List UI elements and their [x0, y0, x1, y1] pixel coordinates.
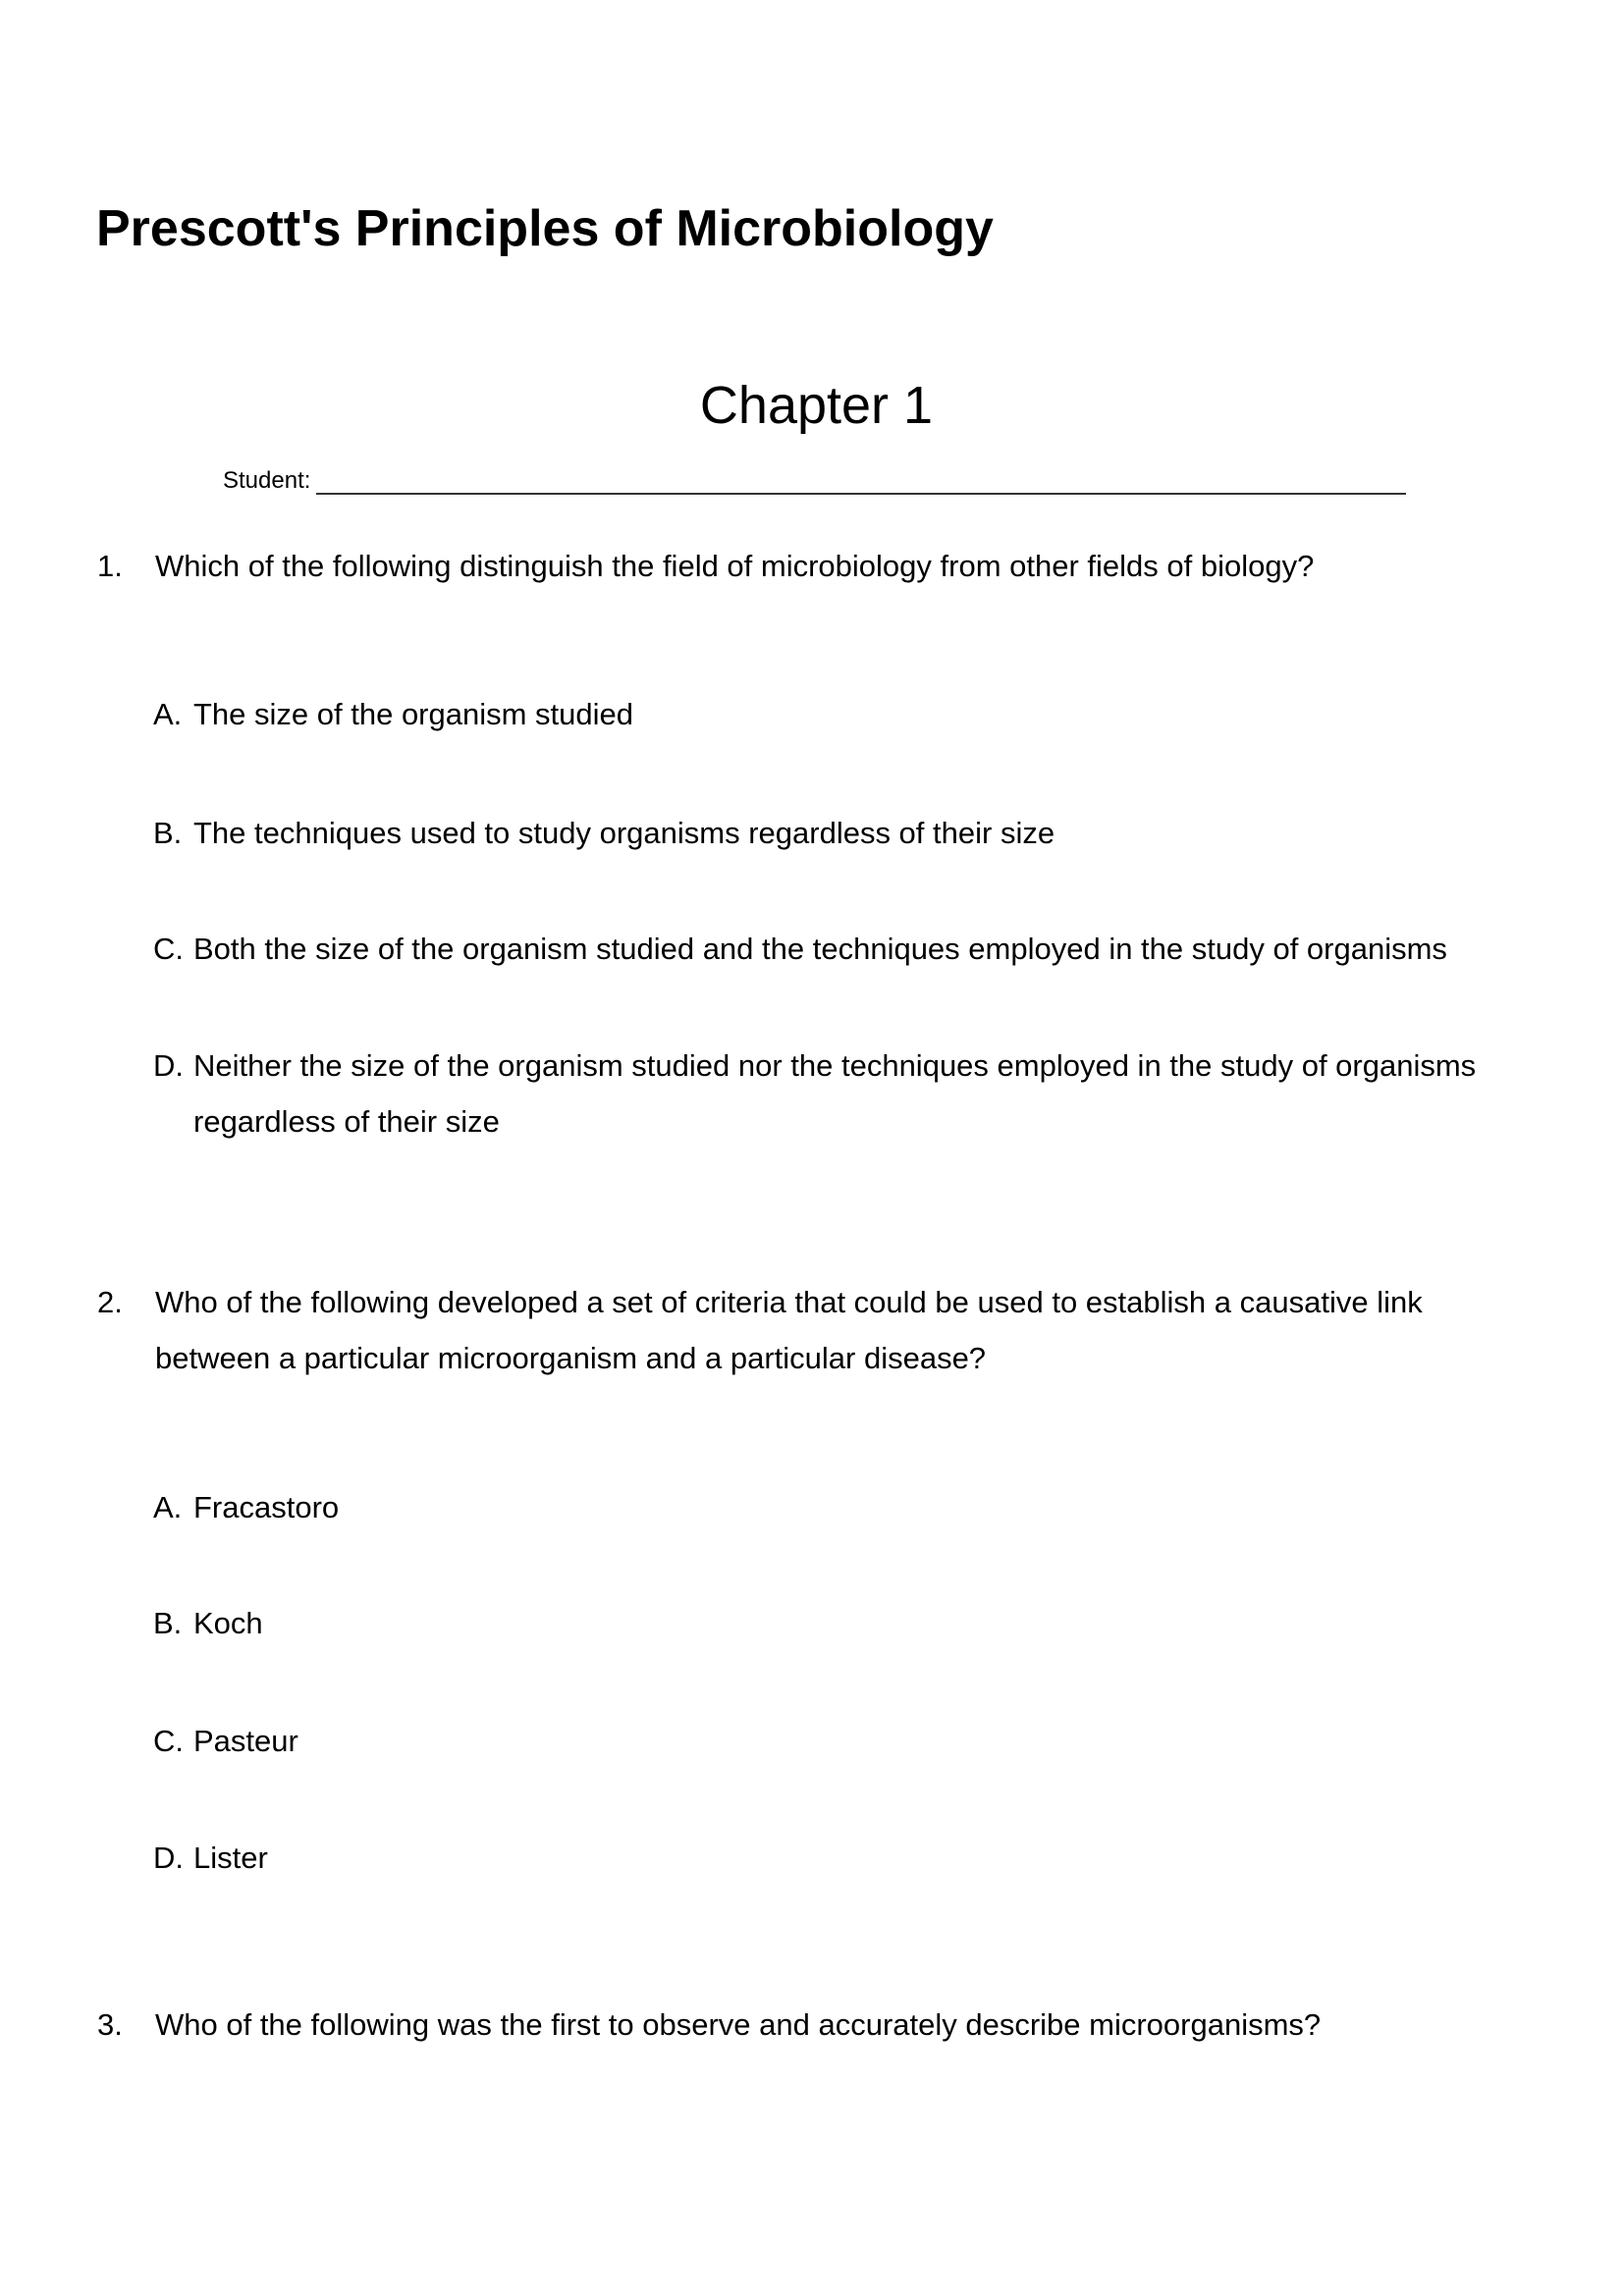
student-name-blank: [316, 471, 1406, 495]
option-letter: B.: [153, 1606, 183, 1640]
option-letter: D.: [153, 1841, 184, 1875]
option-text: Both the size of the organism studied and the techniques employed in the study of organisms: [193, 932, 1447, 966]
option-text: The size of the organism studied: [193, 697, 634, 731]
option-letter: B.: [153, 816, 183, 850]
student-field: [223, 467, 1406, 495]
question-number: 2.: [97, 1285, 123, 1319]
option-text: The techniques used to study organisms regardless of their size: [193, 816, 1055, 850]
question-text: Which of the following distinguish the field of microbiology from other fields of biology?: [155, 549, 1315, 583]
student-label: Student:: [223, 467, 311, 494]
option-letter: C.: [153, 1724, 184, 1758]
question-number: 3.: [97, 2007, 123, 2042]
option-text: Neither the size of the organism studied nor the techniques employed in the study of organisms regardless of their size: [193, 1048, 1477, 1139]
option-letter: C.: [153, 932, 184, 966]
chapter-heading: Chapter 1: [699, 376, 934, 435]
option-text: Koch: [193, 1606, 263, 1640]
document-title: Prescott's Principles of Microbiology: [96, 200, 994, 257]
option-text: Fracastoro: [193, 1490, 340, 1524]
option-letter: D.: [153, 1048, 184, 1083]
option-letter: A.: [153, 1490, 183, 1524]
question-number: 1.: [97, 549, 123, 583]
option-letter: A.: [153, 697, 183, 731]
option-text: Pasteur: [193, 1724, 298, 1758]
option-text: Lister: [193, 1841, 268, 1875]
question-text: Who of the following developed a set of criteria that could be used to establish a causative link between a particular microorganism and a particular disease?: [155, 1285, 1423, 1375]
question-text: Who of the following was the first to observe and accurately describe microorganisms?: [155, 2007, 1322, 2042]
